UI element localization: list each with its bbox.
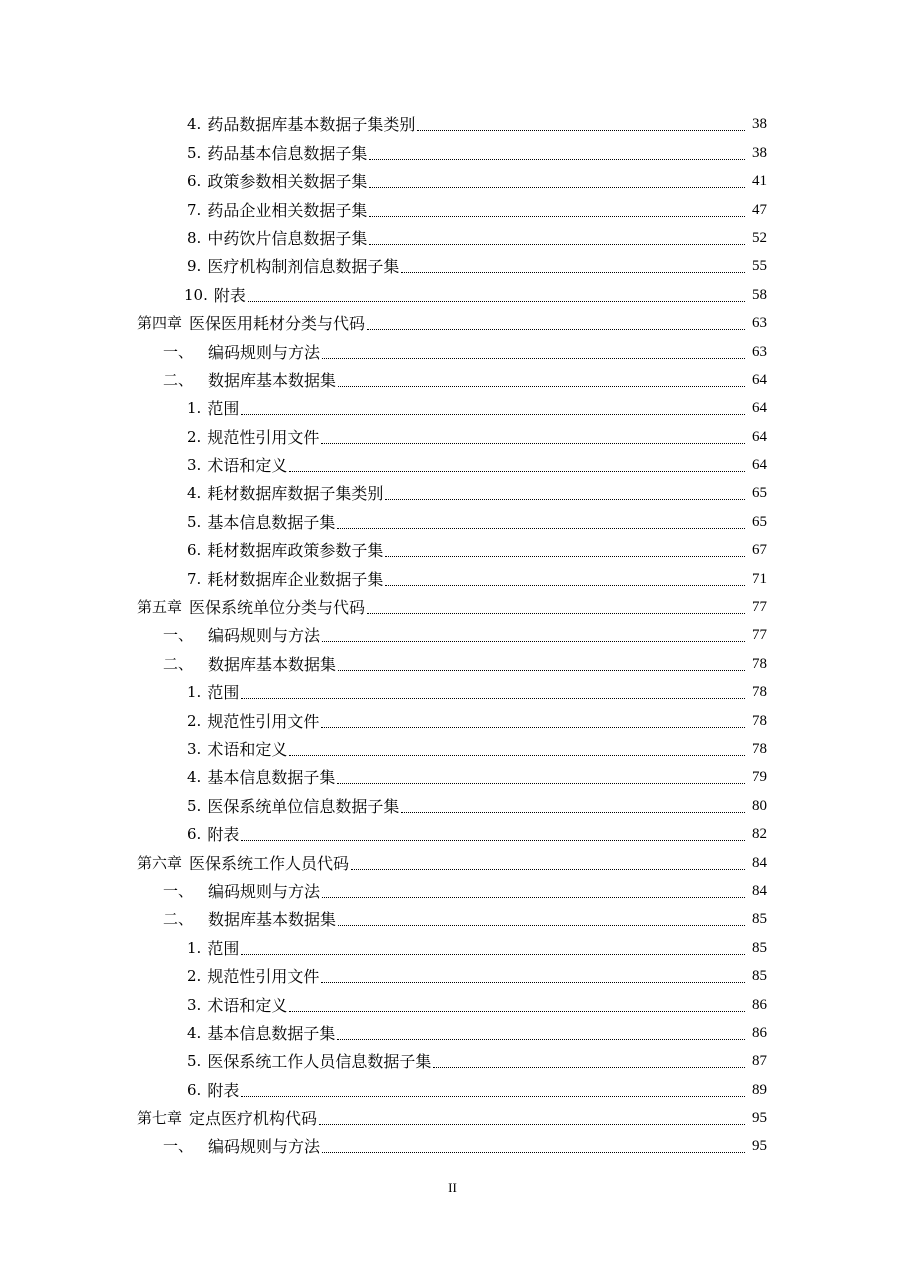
dot-leader [321, 727, 745, 728]
toc-entry-number: 2. [187, 427, 202, 446]
dot-leader [367, 613, 745, 614]
dot-leader [385, 556, 745, 557]
toc-entry-number: 第七章 [137, 1109, 183, 1128]
dot-leader [338, 386, 745, 387]
toc-entry-number: 2. [187, 711, 202, 730]
toc-entry-number: 二、 [163, 654, 194, 673]
toc-entry-number: 7. [187, 200, 202, 219]
toc-entry-title: 编码规则与方法 [208, 881, 321, 901]
dot-leader [322, 1152, 745, 1153]
dot-leader [433, 1067, 745, 1068]
toc-subsection-entry[interactable] [0, 138, 905, 166]
toc-chapter-entry[interactable] [0, 593, 905, 621]
toc-entry-page-number: 86 [752, 1024, 767, 1041]
toc-subsection-entry[interactable] [0, 933, 905, 961]
toc-entry-title: 编码规则与方法 [208, 1137, 321, 1157]
toc-entry-number: 第四章 [137, 314, 183, 333]
toc-entry-title: 政策参数相关数据子集 [207, 172, 368, 192]
toc-entry-number: 4. [187, 1023, 202, 1042]
toc-subsection-entry[interactable] [0, 507, 905, 535]
toc-entry-number: 一、 [163, 881, 194, 900]
toc-entry-title: 附表 [207, 1080, 240, 1100]
toc-entry-page-number: 86 [752, 996, 767, 1013]
toc-subsection-entry[interactable] [0, 735, 905, 763]
toc-entry-number: 5. [187, 796, 202, 815]
toc-entry-number: 2. [187, 967, 202, 986]
toc-entry-title: 医疗机构制剂信息数据子集 [207, 257, 400, 277]
toc-entry-number: 4. [187, 768, 202, 787]
toc-subsection-entry[interactable] [0, 224, 905, 252]
toc-entry-title: 耗材数据库政策参数子集 [207, 541, 384, 561]
dot-leader [319, 1124, 745, 1125]
toc-entry-page-number: 77 [752, 627, 767, 644]
dot-leader [369, 244, 745, 245]
toc-entry-page-number: 95 [752, 1110, 767, 1127]
toc-entry-title: 数据库基本数据集 [208, 910, 337, 930]
toc-entry-title: 编码规则与方法 [208, 626, 321, 646]
toc-entry-page-number: 77 [752, 599, 767, 616]
toc-section-entry[interactable] [0, 649, 905, 677]
toc-entry-page-number: 64 [752, 428, 767, 445]
dot-leader [322, 897, 745, 898]
toc-entry-title: 医保医用耗材分类与代码 [189, 314, 366, 334]
toc-entry-page-number: 64 [752, 457, 767, 474]
dot-leader [289, 1011, 745, 1012]
toc-entry-title: 附表 [213, 285, 246, 305]
toc-subsection-entry[interactable] [0, 1047, 905, 1075]
toc-entry-page-number: 89 [752, 1081, 767, 1098]
toc-entry-page-number: 85 [752, 939, 767, 956]
toc-entry-page-number: 84 [752, 882, 767, 899]
toc-entry-page-number: 41 [752, 173, 767, 190]
toc-subsection-entry[interactable] [0, 1075, 905, 1103]
toc-entry-page-number: 64 [752, 371, 767, 388]
toc-entry-number: 一、 [163, 626, 194, 645]
toc-subsection-entry[interactable] [0, 451, 905, 479]
dot-leader [322, 358, 745, 359]
toc-entry-number: 10. [184, 285, 208, 304]
dot-leader [241, 1096, 745, 1097]
toc-entry-number: 1. [187, 683, 202, 702]
toc-section-entry[interactable] [0, 905, 905, 933]
toc-entry-number: 6. [187, 541, 202, 560]
toc-entry-page-number: 85 [752, 911, 767, 928]
toc-entry-number: 4. [187, 115, 202, 134]
toc-subsection-entry[interactable] [0, 422, 905, 450]
toc-entry-page-number: 52 [752, 229, 767, 246]
toc-entry-title: 基本信息数据子集 [207, 768, 336, 788]
dot-leader [385, 585, 745, 586]
toc-entry-title: 范围 [207, 399, 240, 419]
toc-entry-number: 二、 [163, 370, 194, 389]
toc-entry-page-number: 58 [752, 286, 767, 303]
dot-leader [369, 187, 745, 188]
toc-subsection-entry[interactable] [0, 110, 905, 138]
toc-entry-number: 5. [187, 143, 202, 162]
toc-section-entry[interactable] [0, 877, 905, 905]
toc-entry-title: 医保系统工作人员代码 [189, 853, 350, 873]
toc-entry-page-number: 79 [752, 769, 767, 786]
toc-entry-page-number: 38 [752, 116, 767, 133]
toc-entry-title: 范围 [207, 683, 240, 703]
toc-section-entry[interactable] [0, 337, 905, 365]
toc-entry-title: 数据库基本数据集 [208, 654, 337, 674]
dot-leader [337, 783, 745, 784]
toc-entry-title: 耗材数据库数据子集类别 [207, 484, 384, 504]
toc-entry-title: 定点医疗机构代码 [189, 1109, 318, 1129]
dot-leader [337, 528, 745, 529]
toc-entry-page-number: 55 [752, 258, 767, 275]
toc-entry-number: 9. [187, 257, 202, 276]
dot-leader [337, 1039, 745, 1040]
toc-entry-page-number: 82 [752, 826, 767, 843]
toc-subsection-entry[interactable] [0, 167, 905, 195]
toc-subsection-entry[interactable] [0, 564, 905, 592]
toc-subsection-entry[interactable] [0, 195, 905, 223]
toc-subsection-entry[interactable] [0, 990, 905, 1018]
page-number-footer: II [448, 1180, 457, 1195]
dot-leader [385, 499, 745, 500]
toc-entry-number: 4. [187, 484, 202, 503]
toc-entry-page-number: 78 [752, 712, 767, 729]
toc-entry-page-number: 84 [752, 854, 767, 871]
toc-entry-title: 耗材数据库企业数据子集 [207, 569, 384, 589]
toc-subsection-entry[interactable] [0, 252, 905, 280]
dot-leader [338, 670, 745, 671]
dot-leader [321, 982, 745, 983]
toc-subsection-entry[interactable] [0, 536, 905, 564]
toc-entry-number: 7. [187, 569, 202, 588]
dot-leader [289, 471, 745, 472]
toc-section-entry[interactable] [0, 621, 905, 649]
toc-entry-number: 1. [187, 938, 202, 957]
toc-entry-page-number: 65 [752, 513, 767, 530]
toc-entry-page-number: 38 [752, 144, 767, 161]
toc-entry-number: 第六章 [137, 853, 183, 872]
toc-entry-title: 药品数据库基本数据子集类别 [207, 115, 416, 135]
dot-leader [351, 869, 745, 870]
toc-subsection-entry[interactable] [0, 791, 905, 819]
toc-entry-title: 基本信息数据子集 [207, 1023, 336, 1043]
toc-entry-title: 医保系统单位分类与代码 [189, 598, 366, 618]
toc-subsection-entry[interactable] [0, 1019, 905, 1047]
toc-entry-page-number: 78 [752, 655, 767, 672]
toc-section-entry[interactable] [0, 366, 905, 394]
toc-subsection-entry[interactable] [0, 479, 905, 507]
dot-leader [241, 414, 745, 415]
toc-entry-title: 药品企业相关数据子集 [207, 200, 368, 220]
toc-entry-title: 规范性引用文件 [207, 711, 320, 731]
toc-entry-page-number: 78 [752, 684, 767, 701]
dot-leader [338, 925, 745, 926]
toc-entry-page-number: 63 [752, 315, 767, 332]
dot-leader [289, 755, 745, 756]
toc-entry-number: 一、 [163, 342, 194, 361]
toc-entry-number: 一、 [163, 1137, 194, 1156]
toc-entry-title: 医保系统工作人员信息数据子集 [207, 1052, 432, 1072]
toc-section-entry[interactable] [0, 1132, 905, 1160]
toc-entry-title: 范围 [207, 938, 240, 958]
dot-leader [401, 812, 745, 813]
toc-entry-title: 规范性引用文件 [207, 427, 320, 447]
toc-subsection-entry[interactable] [0, 763, 905, 791]
toc-entry-title: 数据库基本数据集 [208, 370, 337, 390]
toc-entry-title: 医保系统单位信息数据子集 [207, 796, 400, 816]
dot-leader [241, 840, 745, 841]
toc-entry-title: 术语和定义 [207, 456, 288, 476]
toc-chapter-entry[interactable] [0, 309, 905, 337]
toc-subsection-entry[interactable] [0, 394, 905, 422]
toc-entry-number: 3. [187, 995, 202, 1014]
toc-chapter-entry[interactable] [0, 1104, 905, 1132]
toc-entry-title: 基本信息数据子集 [207, 512, 336, 532]
toc-entry-title: 药品基本信息数据子集 [207, 143, 368, 163]
toc-entry-number: 3. [187, 739, 202, 758]
toc-entry-page-number: 87 [752, 1053, 767, 1070]
toc-entry-page-number: 85 [752, 968, 767, 985]
toc-entry-page-number: 67 [752, 542, 767, 559]
toc-subsection-entry[interactable] [0, 706, 905, 734]
toc-entry-page-number: 47 [752, 201, 767, 218]
toc-entry-title: 术语和定义 [207, 739, 288, 759]
toc-entry-number: 5. [187, 1052, 202, 1071]
toc-entry-page-number: 80 [752, 797, 767, 814]
dot-leader [241, 954, 745, 955]
toc-subsection-entry[interactable] [0, 280, 905, 308]
toc-entry-number: 第五章 [137, 598, 183, 617]
toc-entry-number: 6. [187, 172, 202, 191]
toc-entry-title: 编码规则与方法 [208, 342, 321, 362]
toc-entry-number: 3. [187, 456, 202, 475]
dot-leader [417, 130, 745, 131]
toc-entry-page-number: 65 [752, 485, 767, 502]
toc-entry-title: 中药饮片信息数据子集 [207, 228, 368, 248]
toc-entry-title: 附表 [207, 825, 240, 845]
toc-entry-page-number: 63 [752, 343, 767, 360]
toc-entry-page-number: 78 [752, 740, 767, 757]
toc-entry-title: 规范性引用文件 [207, 967, 320, 987]
toc-entry-page-number: 64 [752, 400, 767, 417]
toc-entry-page-number: 95 [752, 1138, 767, 1155]
table-of-contents [0, 110, 905, 1160]
toc-entry-number: 5. [187, 512, 202, 531]
toc-entry-number: 8. [187, 228, 202, 247]
toc-subsection-entry[interactable] [0, 962, 905, 990]
dot-leader [369, 216, 745, 217]
dot-leader [321, 443, 745, 444]
toc-entry-number: 二、 [163, 910, 194, 929]
toc-entry-number: 6. [187, 1080, 202, 1099]
toc-entry-number: 6. [187, 825, 202, 844]
dot-leader [248, 301, 745, 302]
dot-leader [401, 272, 745, 273]
dot-leader [241, 698, 745, 699]
toc-entry-number: 1. [187, 399, 202, 418]
dot-leader [367, 329, 745, 330]
dot-leader [322, 641, 745, 642]
toc-subsection-entry[interactable] [0, 820, 905, 848]
toc-entry-title: 术语和定义 [207, 995, 288, 1015]
toc-entry-page-number: 71 [752, 570, 767, 587]
toc-subsection-entry[interactable] [0, 678, 905, 706]
dot-leader [369, 159, 745, 160]
toc-chapter-entry[interactable] [0, 848, 905, 876]
